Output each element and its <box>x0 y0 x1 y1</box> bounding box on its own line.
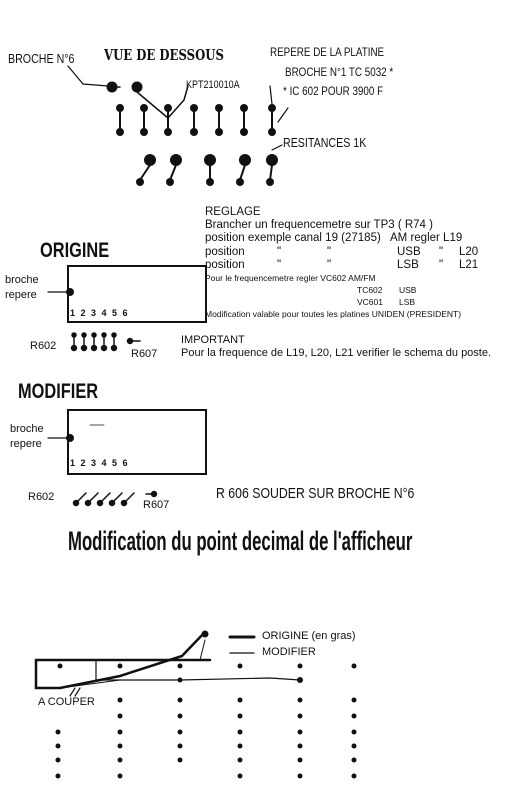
reglage-line-3-ditto: " <box>439 245 444 258</box>
reglage-line-4 <box>205 259 478 272</box>
reglage-line-2a: position exemple canal 19 (27185) <box>205 232 381 245</box>
modifier-r602-label: R602 <box>28 491 55 503</box>
reglage-line-7 <box>205 296 478 308</box>
modifier-r607-label: R607 <box>143 499 170 511</box>
reglage-line-2b: AM regler L19 <box>390 232 463 245</box>
reglage-line-5: Pour le frequencemetre regler VC602 AM/FM <box>205 273 376 284</box>
modifier-broche-label: broche <box>10 423 44 435</box>
repere-platine-label: REPERE DE LA PLATINE <box>270 45 385 59</box>
reglage-line-4a: position <box>205 258 245 271</box>
important-text: Pour la frequence de L19, L20, L21 verifier le schema du poste. <box>181 347 492 359</box>
reglage-line-3c: L20 <box>459 245 479 258</box>
reglage-line-7b: LSB <box>399 297 416 308</box>
reglage-line-4-ditto: " <box>277 258 282 271</box>
origine-repere-label: repere <box>5 289 37 301</box>
reglage-line-7a: VC601 <box>357 297 383 308</box>
origine-broche-label: broche <box>5 274 39 286</box>
origine-r607-label: R607 <box>131 348 158 360</box>
reglage-line-4-ditto: " <box>439 258 444 271</box>
broche6-label: BROCHE N°6 <box>8 51 75 66</box>
ic-note-label: * IC 602 POUR 3900 F <box>283 84 384 98</box>
reglage-line-3b: USB <box>397 245 421 258</box>
modifier-repere-label: repere <box>10 438 42 450</box>
reglage-line-1: Brancher un frequencemetre sur TP3 ( R74 ) <box>205 219 433 232</box>
legend-modifier-label: MODIFIER <box>262 646 316 658</box>
reglage-line-4b: LSB <box>397 258 419 271</box>
modifier-pin-numbers: 1 2 3 4 5 6 <box>70 458 130 468</box>
cut-label: A COUPER <box>38 696 95 708</box>
reglage-line-6 <box>205 284 478 296</box>
resistances-label: RESITANCES 1K <box>283 135 367 150</box>
reglage-line-3a: position <box>205 245 245 258</box>
reglage-line-3 <box>205 246 478 259</box>
legend-origine-label: ORIGINE (en gras) <box>262 630 356 642</box>
broche1-label: BROCHE N°1 TC 5032 * <box>285 65 394 79</box>
reglage-block <box>205 206 478 320</box>
reglage-line-6a: TC602 <box>357 285 383 296</box>
reglage-line-2 <box>205 232 478 245</box>
reglage-line-8: Modification valable pour toutes les platines UNIDEN (PRESIDENT) <box>205 309 462 320</box>
decimal-title: Modification du point decimal de l'afficheur <box>68 526 413 556</box>
origine-title: ORIGINE <box>40 239 110 262</box>
reglage-line-3-ditto: " <box>327 245 332 258</box>
r606-note: R 606 SOUDER SUR BROCHE N°6 <box>216 485 415 502</box>
origine-pin-numbers: 1 2 3 4 5 6 <box>70 308 130 318</box>
important-title: IMPORTANT <box>181 334 245 346</box>
vue-dessous-label: VUE DE DESSOUS <box>104 46 224 64</box>
reglage-line-4c: L21 <box>459 258 479 271</box>
reglage-line-3-ditto: " <box>277 245 282 258</box>
reglage-line-4-ditto: " <box>327 258 332 271</box>
modifier-title: MODIFIER <box>18 380 99 403</box>
ref-code-label: KPT210010A <box>186 79 240 91</box>
origine-r602-label: R602 <box>30 340 57 352</box>
top-board-drawing <box>68 66 288 185</box>
reglage-line-6b: USB <box>399 285 417 296</box>
reglage-title: REGLAGE <box>205 206 261 218</box>
